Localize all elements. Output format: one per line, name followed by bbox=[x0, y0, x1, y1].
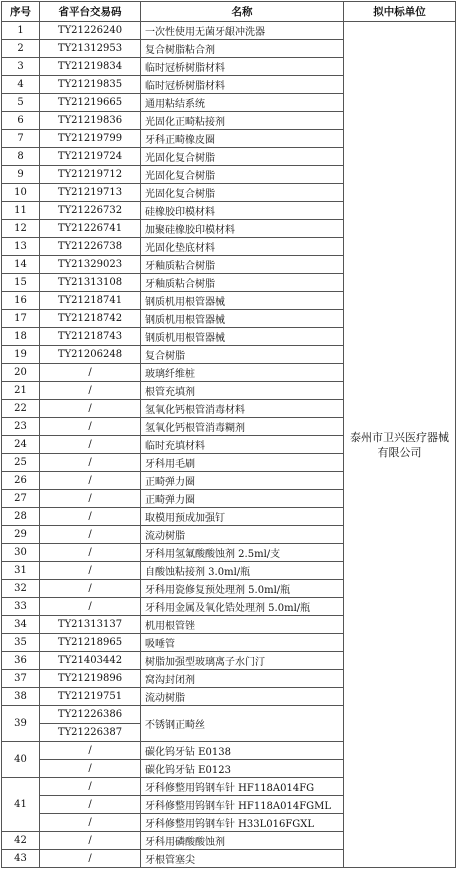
row-seq: 4 bbox=[2, 76, 40, 94]
row-name: 牙釉质粘合树脂 bbox=[141, 256, 344, 274]
header-seq: 序号 bbox=[2, 2, 40, 22]
bid-table bbox=[1, 1, 456, 868]
row-name: 复合树脂 bbox=[141, 346, 344, 364]
row-code: / bbox=[40, 598, 141, 616]
header-name: 名称 bbox=[141, 2, 344, 22]
row-seq: 32 bbox=[2, 580, 40, 598]
row-name: 光固化复合树脂 bbox=[141, 184, 344, 202]
header-bidder: 拟中标单位 bbox=[344, 2, 456, 22]
row-seq: 35 bbox=[2, 634, 40, 652]
row-code: TY21226741 bbox=[40, 220, 141, 238]
row-seq: 37 bbox=[2, 670, 40, 688]
row-code: TY21218965 bbox=[40, 634, 141, 652]
row-code: / bbox=[40, 814, 141, 832]
row-name: 牙科修整用钨钢车针 HF118A014FG bbox=[141, 778, 344, 796]
row-seq: 43 bbox=[2, 850, 40, 868]
row-seq: 26 bbox=[2, 472, 40, 490]
row-code: / bbox=[40, 364, 141, 382]
row-code: TY21218742 bbox=[40, 310, 141, 328]
row-code: / bbox=[40, 454, 141, 472]
row-code: / bbox=[40, 526, 141, 544]
row-code: TY21218741 bbox=[40, 292, 141, 310]
row-seq: 8 bbox=[2, 148, 40, 166]
row-name: 光固化垫底材料 bbox=[141, 238, 344, 256]
bidder-cell: 泰州市卫兴医疗器械有限公司 bbox=[344, 22, 456, 868]
row-code: / bbox=[40, 778, 141, 796]
row-code: / bbox=[40, 418, 141, 436]
row-seq: 39 bbox=[2, 706, 40, 742]
table-row bbox=[2, 22, 456, 40]
row-code: / bbox=[40, 400, 141, 418]
row-code: TY21219724 bbox=[40, 148, 141, 166]
row-name: 自酸蚀粘接剂 3.0ml/瓶 bbox=[141, 562, 344, 580]
row-name: 钢质机用根管器械 bbox=[141, 310, 344, 328]
row-name: 正畸弹力圈 bbox=[141, 490, 344, 508]
row-code: / bbox=[40, 760, 141, 778]
row-seq: 20 bbox=[2, 364, 40, 382]
row-code: / bbox=[40, 796, 141, 814]
row-name: 临时冠桥树脂材料 bbox=[141, 58, 344, 76]
row-seq: 7 bbox=[2, 130, 40, 148]
row-name: 光固化复合树脂 bbox=[141, 148, 344, 166]
row-code: / bbox=[40, 472, 141, 490]
row-name: 牙科用金属及氧化锆处理剂 5.0ml/瓶 bbox=[141, 598, 344, 616]
row-name: 一次性使用无菌牙龈冲洗器 bbox=[141, 22, 344, 40]
row-name: 牙科修整用钨钢车针 HF118A014FGML bbox=[141, 796, 344, 814]
row-code: TY21219834 bbox=[40, 58, 141, 76]
row-name: 流动树脂 bbox=[141, 688, 344, 706]
row-name: 玻璃纤维桩 bbox=[141, 364, 344, 382]
row-name: 钢质机用根管器械 bbox=[141, 328, 344, 346]
row-name: 牙科用瓷修复预处理剂 5.0ml/瓶 bbox=[141, 580, 344, 598]
row-seq: 41 bbox=[2, 778, 40, 832]
row-code: / bbox=[40, 850, 141, 868]
row-seq: 25 bbox=[2, 454, 40, 472]
row-name: 流动树脂 bbox=[141, 526, 344, 544]
row-seq: 17 bbox=[2, 310, 40, 328]
row-code: / bbox=[40, 562, 141, 580]
row-name: 临时冠桥树脂材料 bbox=[141, 76, 344, 94]
row-seq: 12 bbox=[2, 220, 40, 238]
row-seq: 13 bbox=[2, 238, 40, 256]
row-code: TY21226738 bbox=[40, 238, 141, 256]
row-name: 临时充填材料 bbox=[141, 436, 344, 454]
row-name: 加聚硅橡胶印模材料 bbox=[141, 220, 344, 238]
row-name: 树脂加强型玻璃离子水门汀 bbox=[141, 652, 344, 670]
row-code: / bbox=[40, 544, 141, 562]
row-seq: 24 bbox=[2, 436, 40, 454]
row-code: / bbox=[40, 742, 141, 760]
row-name: 复合树脂粘合剂 bbox=[141, 40, 344, 58]
row-seq: 28 bbox=[2, 508, 40, 526]
row-name: 吸唾管 bbox=[141, 634, 344, 652]
row-seq: 31 bbox=[2, 562, 40, 580]
row-code: TY21219712 bbox=[40, 166, 141, 184]
row-seq: 23 bbox=[2, 418, 40, 436]
row-name: 碳化钨牙钻 E0138 bbox=[141, 742, 344, 760]
row-code: TY21219836 bbox=[40, 112, 141, 130]
row-name: 氢氧化钙根管消毒材料 bbox=[141, 400, 344, 418]
table-body bbox=[2, 22, 456, 868]
row-code: TY21218743 bbox=[40, 328, 141, 346]
row-code: TY21312953 bbox=[40, 40, 141, 58]
row-name: 氢氧化钙根管消毒糊剂 bbox=[141, 418, 344, 436]
row-name: 机用根管锉 bbox=[141, 616, 344, 634]
row-name: 正畸弹力圈 bbox=[141, 472, 344, 490]
row-code: TY21219896 bbox=[40, 670, 141, 688]
row-seq: 42 bbox=[2, 832, 40, 850]
row-seq: 38 bbox=[2, 688, 40, 706]
row-seq: 11 bbox=[2, 202, 40, 220]
row-name: 取模用预成加强钉 bbox=[141, 508, 344, 526]
row-name: 牙科用氢氟酸酸蚀剂 2.5ml/支 bbox=[141, 544, 344, 562]
row-code: TY21219713 bbox=[40, 184, 141, 202]
row-seq: 10 bbox=[2, 184, 40, 202]
row-seq: 3 bbox=[2, 58, 40, 76]
row-seq: 27 bbox=[2, 490, 40, 508]
row-code: / bbox=[40, 832, 141, 850]
row-name: 牙科用毛刷 bbox=[141, 454, 344, 472]
row-seq: 16 bbox=[2, 292, 40, 310]
row-seq: 40 bbox=[2, 742, 40, 778]
row-name: 通用粘结系统 bbox=[141, 94, 344, 112]
row-name: 光固化正畸粘接剂 bbox=[141, 112, 344, 130]
row-code: TY21313137 bbox=[40, 616, 141, 634]
row-code: / bbox=[40, 508, 141, 526]
row-seq: 6 bbox=[2, 112, 40, 130]
row-seq: 34 bbox=[2, 616, 40, 634]
row-seq: 14 bbox=[2, 256, 40, 274]
row-code: / bbox=[40, 490, 141, 508]
row-code: TY21219665 bbox=[40, 94, 141, 112]
row-seq: 5 bbox=[2, 94, 40, 112]
row-name: 钢质机用根管器械 bbox=[141, 292, 344, 310]
row-code: / bbox=[40, 382, 141, 400]
row-seq: 18 bbox=[2, 328, 40, 346]
header-row bbox=[2, 2, 456, 22]
row-seq: 30 bbox=[2, 544, 40, 562]
row-seq: 1 bbox=[2, 22, 40, 40]
row-name: 牙科正畸橡皮圈 bbox=[141, 130, 344, 148]
row-code: TY21206248 bbox=[40, 346, 141, 364]
row-code: TY21329023 bbox=[40, 256, 141, 274]
row-seq: 36 bbox=[2, 652, 40, 670]
row-name: 窝沟封闭剂 bbox=[141, 670, 344, 688]
row-seq: 15 bbox=[2, 274, 40, 292]
row-code: TY21219751 bbox=[40, 688, 141, 706]
row-code: TY21226732 bbox=[40, 202, 141, 220]
row-name: 光固化复合树脂 bbox=[141, 166, 344, 184]
row-code: TY21219835 bbox=[40, 76, 141, 94]
row-name: 根管充填剂 bbox=[141, 382, 344, 400]
row-name: 不锈钢正畸丝 bbox=[141, 706, 344, 742]
row-name: 碳化钨牙钻 E0123 bbox=[141, 760, 344, 778]
row-seq: 21 bbox=[2, 382, 40, 400]
row-name: 牙根管塞尖 bbox=[141, 850, 344, 868]
row-code: TY21226240 bbox=[40, 22, 141, 40]
header-code: 省平台交易码 bbox=[40, 2, 141, 22]
row-name: 牙釉质粘合树脂 bbox=[141, 274, 344, 292]
row-seq: 9 bbox=[2, 166, 40, 184]
row-code: TY21226386 bbox=[40, 706, 141, 724]
row-code: TY21219799 bbox=[40, 130, 141, 148]
row-seq: 19 bbox=[2, 346, 40, 364]
row-name: 牙科修整用钨钢车针 H33L016FGXL bbox=[141, 814, 344, 832]
row-seq: 29 bbox=[2, 526, 40, 544]
row-code: TY21403442 bbox=[40, 652, 141, 670]
row-seq: 33 bbox=[2, 598, 40, 616]
row-code: / bbox=[40, 580, 141, 598]
row-seq: 2 bbox=[2, 40, 40, 58]
row-code: / bbox=[40, 436, 141, 454]
row-name: 硅橡胶印模材料 bbox=[141, 202, 344, 220]
row-name: 牙科用磷酸酸蚀剂 bbox=[141, 832, 344, 850]
row-seq: 22 bbox=[2, 400, 40, 418]
row-code: TY21226387 bbox=[40, 724, 141, 742]
row-code: TY21313108 bbox=[40, 274, 141, 292]
